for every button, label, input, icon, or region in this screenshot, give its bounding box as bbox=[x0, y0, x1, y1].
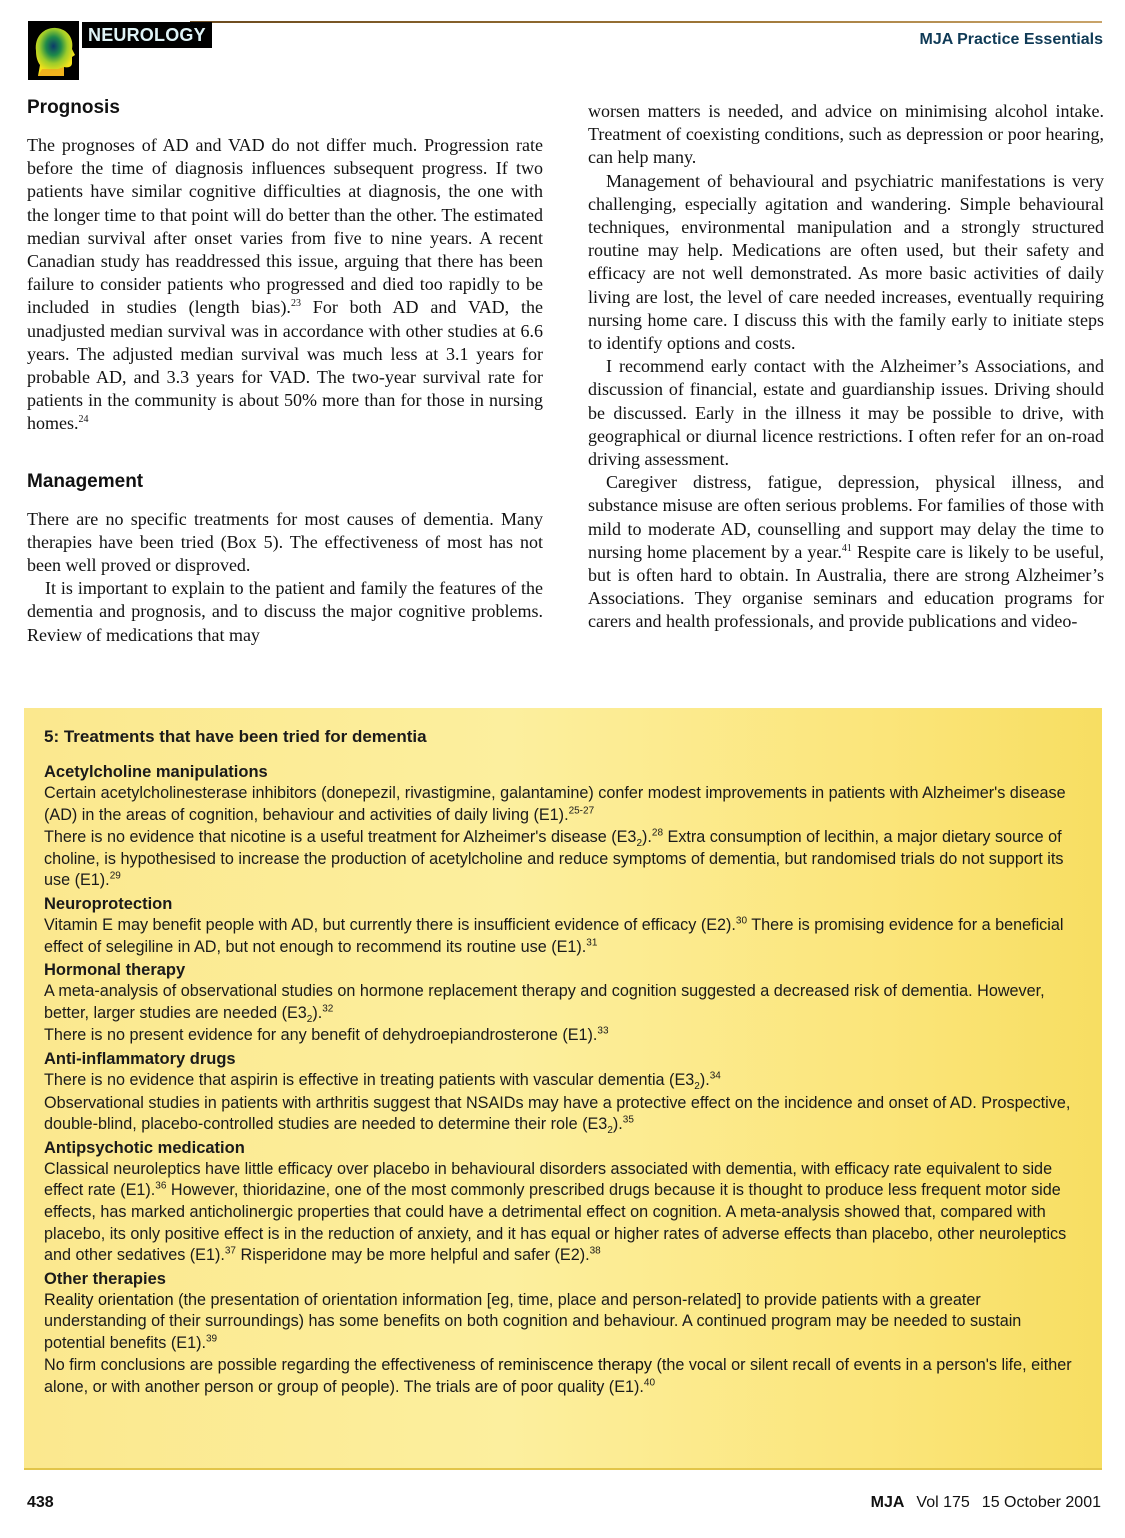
body-paragraph: worsen matters is needed, and advice on minimising alcohol intake. Treatment of coexisting conditions, such as depression or poor hearing, can help many. bbox=[588, 101, 1104, 168]
box-text: There is promising evidence for a beneficial effect of selegiline in AD, but not enough to recommend its routine use (E1). bbox=[44, 915, 1064, 956]
subscript: 2 bbox=[636, 838, 643, 850]
citation: 32 bbox=[322, 1003, 334, 1015]
management-paragraph: It is important to explain to the patient and family the features of the dementia and prognosis, and to discuss the major cognitive problems. Review of medications that may bbox=[27, 578, 543, 645]
journal-name: MJA bbox=[870, 1494, 905, 1511]
journal-citation bbox=[871, 1494, 1101, 1512]
box-section-heading: Anti-inflammatory drugs bbox=[44, 1049, 236, 1068]
citation: 35 bbox=[622, 1114, 634, 1126]
citation: 38 bbox=[589, 1245, 601, 1257]
box-text: (the presentation of orientation information [eg, time, place and person-related] to provide patients with a greater understanding of their surroundings) has some benefits on both cognition and behaviour. A continued program may be needed to sustain potential benefits (E1). bbox=[44, 1290, 1022, 1352]
box-section-heading: Neuroprotection bbox=[44, 894, 173, 913]
box-paragraph bbox=[44, 783, 1082, 826]
box-text: ). bbox=[642, 828, 652, 847]
box-text: Risperidone may be more helpful and safer (E2). bbox=[236, 1246, 590, 1265]
body-paragraph: Management of behavioural and psychiatric manifestations is very challenging, especially agitation and wandering. Simple behavioural techniques, environmental manipulation and a strongly structured routine may help. Medications are often used, but their safety and efficacy are not well demonstrated. As more basic activities of daily living are lost, the level of care needed increases, eventually requiring nursing home care. I discuss this with the family early to initiate steps to identify options and costs. bbox=[588, 170, 1104, 354]
body-paragraph bbox=[588, 471, 1104, 633]
citation: 36 bbox=[155, 1180, 167, 1192]
citation: 40 bbox=[643, 1377, 656, 1389]
subscript: 2 bbox=[607, 1125, 613, 1137]
prognosis-paragraph bbox=[27, 134, 543, 436]
page-number: 438 bbox=[27, 1494, 54, 1511]
management-heading: Management bbox=[27, 470, 144, 492]
journal-volume: Vol 175 bbox=[916, 1494, 970, 1511]
left-column bbox=[27, 96, 543, 647]
citation: 28 bbox=[651, 827, 664, 839]
box-text: Classical neuroleptics have little efficacy over placebo in behavioural disorders associated with dementia, with efficacy rate equivalent to side effect rate (E1). bbox=[44, 1159, 1053, 1200]
box-paragraph bbox=[44, 1355, 1082, 1398]
right-column bbox=[588, 100, 1104, 634]
box-section-heading: Hormonal therapy bbox=[44, 961, 186, 980]
body-text: Respite care is likely to be useful, but is often hard to obtain. In Australia, there are strong Alzheimer’s Associations. They organise seminars and education programs for carers and health professionals, and provide publications and video- bbox=[588, 541, 1105, 632]
header-rule bbox=[190, 21, 1102, 23]
citation: 29 bbox=[109, 870, 121, 882]
box-text: There is no evidence that aspirin is effective in treating patients with vascular dementia (E3 bbox=[44, 1070, 695, 1089]
box-text: No firm conclusions are possible regarding the effectiveness of bbox=[44, 1356, 499, 1375]
box-paragraph bbox=[44, 1070, 1082, 1092]
body-text: Caregiver distress, fatigue, depression, physical illness, and substance misuse are often serious problems. For families of those with mild to moderate AD, counselling and support may delay the time to nursing home placement by a year. bbox=[588, 472, 1104, 562]
citation: 24 bbox=[78, 414, 89, 426]
term-reality-orientation: Reality orientation bbox=[44, 1290, 174, 1309]
treatments-box bbox=[24, 708, 1102, 1470]
citation: 30 bbox=[735, 915, 748, 927]
citation: 25-27 bbox=[568, 805, 595, 817]
box-paragraph bbox=[44, 827, 1082, 892]
section-tag: NEUROLOGY bbox=[82, 22, 212, 48]
box-text: A meta-analysis of observational studies on hormone replacement therapy and cognition suggested a decreased risk of dementia. However, better, larger studies are needed (E3 bbox=[44, 982, 1045, 1022]
box-paragraph bbox=[44, 915, 1082, 958]
citation: 41 bbox=[841, 542, 852, 554]
box-paragraph bbox=[44, 981, 1082, 1024]
box-text: ). bbox=[699, 1070, 710, 1089]
box-text: ). bbox=[312, 1003, 323, 1022]
citation: 23 bbox=[290, 298, 301, 310]
body-paragraph: I recommend early contact with the Alzheimer’s Associations, and discussion of financial, estate and guardianship issues. Driving should be discussed. Early in the illness it may be possible to drive, with geographical or diurnal licence restrictions. I often refer for an on-road driving assessment. bbox=[588, 356, 1104, 470]
subscript: 2 bbox=[694, 1081, 700, 1093]
box-title: 5: Treatments that have been tried for dementia bbox=[44, 727, 427, 746]
box-section-heading: Other therapies bbox=[44, 1269, 166, 1288]
box-paragraph bbox=[44, 1290, 1082, 1355]
management-paragraph: There are no specific treatments for most causes of dementia. Many therapies have been tried (Box 5). The effectiveness of most has not been well proved or disproved. bbox=[27, 508, 543, 576]
box-text: Certain acetylcholinesterase inhibitors (donepezil, rivastigmine, galantamine) confer modest improvements in patients with Alzheimer's disease (AD) in the areas of cognition, behaviour and activities of daily living (E1). bbox=[44, 784, 1066, 824]
prognosis-text: For both AD and VAD, the unadjusted median survival was in accordance with other studies at 6.6 years. The adjusted median survival was much less at 3.1 years for probable AD, and 3.3 years for VAD. The two-year survival rate for patients in the community is about 50% more than for those in nursing homes. bbox=[27, 297, 543, 434]
citation: 39 bbox=[205, 1333, 218, 1345]
box-text: There is no present evidence for any benefit of dehydroepiandrosterone (E1). bbox=[44, 1026, 598, 1045]
citation: 33 bbox=[597, 1025, 609, 1037]
box-text: However, thioridazine, one of the most commonly prescribed drugs because it is thought to produce less frequent motor side effects, has marked anticholinergic properties that could have a detrimental effect on cognition. A meta-analysis showed that, compared with placebo, its only positive effect is in the reduction of anxiety, and it has equal or higher rates of adverse effects than placebo, other neuroleptics and other sedatives (E1). bbox=[44, 1181, 1067, 1265]
citation: 34 bbox=[709, 1070, 721, 1082]
box-paragraph bbox=[44, 1025, 1082, 1047]
citation: 31 bbox=[586, 937, 598, 949]
box-section-heading: Acetylcholine manipulations bbox=[44, 763, 268, 781]
prognosis-heading: Prognosis bbox=[27, 97, 120, 118]
box-paragraph bbox=[44, 1159, 1082, 1267]
subscript: 2 bbox=[306, 1013, 313, 1025]
box-text: Extra consumption of lecithin, a major dietary source of choline, is hypothesised to increase the production of acetylcholine and reduce symptoms of dementia, but randomised trials do not support its use (E1). bbox=[44, 828, 1064, 890]
box-text: Observational studies in patients with arthritis suggest that NSAIDs may have a protective effect on the incidence and onset of AD. Prospective, double-blind, placebo-controlled studies are needed to determine their role (E3 bbox=[44, 1093, 1071, 1134]
box-paragraph bbox=[44, 1093, 1082, 1136]
head-brain-icon bbox=[28, 21, 79, 80]
citation: 37 bbox=[224, 1245, 236, 1257]
box-section-heading: Antipsychotic medication bbox=[44, 1138, 245, 1157]
box-text: Vitamin E may benefit people with AD, but currently there is insufficient evidence of efficacy (E2). bbox=[44, 915, 736, 934]
series-name: MJA Practice Essentials bbox=[919, 31, 1103, 48]
prognosis-text: The prognoses of AD and VAD do not differ much. Progression rate before the time of diagnosis influences subsequent progress. If two patients have similar cognitive difficulties at diagnosis, the one with the longer time to that point will do better than the other. The estimated median survival after onset varies from five to nine years. A recent Canadian study has readdressed this issue, arguing that there has been failure to consider patients who progressed and died too rapidly to be included in studies (length bias). bbox=[27, 135, 543, 318]
box-text: There is no evidence that nicotine is a useful treatment for Alzheimer's disease (E3 bbox=[44, 828, 637, 847]
box-text: ). bbox=[612, 1115, 623, 1134]
term-reminiscence-therapy: reminiscence therapy bbox=[498, 1356, 652, 1375]
box-text: (the vocal or silent recall of events in a person's life, either alone, or with another person or group of people). The trials are of poor quality (E1). bbox=[44, 1356, 1072, 1397]
journal-date: 15 October 2001 bbox=[981, 1494, 1101, 1511]
